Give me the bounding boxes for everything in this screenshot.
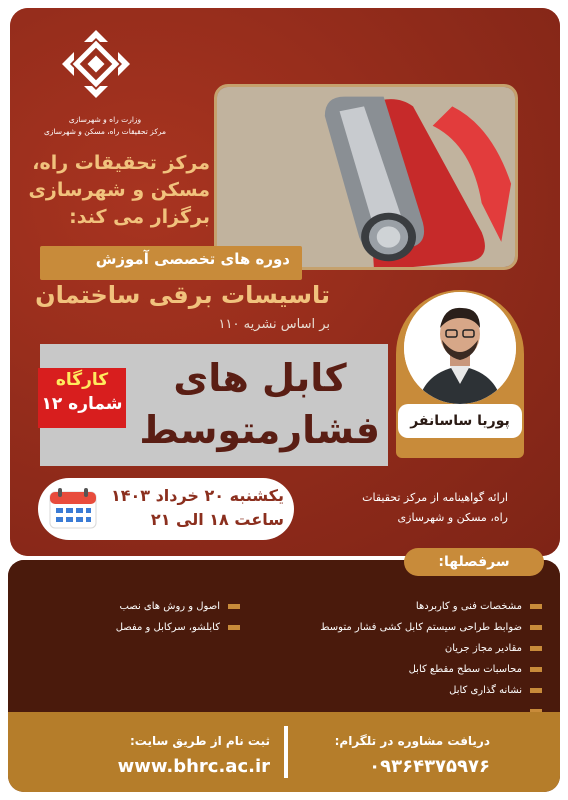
bullet-icon [530, 667, 542, 672]
topics-list-left [40, 596, 240, 638]
website-link[interactable]: www.bhrc.ac.ir [117, 756, 270, 777]
topic-item [40, 617, 240, 638]
main-title-line1: کابل های [173, 356, 347, 400]
cable-photo [214, 84, 518, 270]
topic-item [280, 680, 542, 701]
main-title [140, 352, 380, 456]
topic-item [280, 659, 542, 680]
topics-list-right [280, 596, 542, 722]
workshop-badge [38, 368, 126, 428]
main-title-line2: فشارمتوسط [139, 408, 380, 452]
organizer-line1: مرکز تحقیقات راه، [32, 152, 210, 174]
topics-heading: سرفصلها: [404, 548, 544, 576]
topic-item [280, 617, 542, 638]
workshop-number: شماره ۱۲ [41, 394, 123, 414]
topic-item [280, 638, 542, 659]
bhrc-logo-icon [60, 28, 132, 100]
bullet-icon [530, 646, 542, 651]
bullet-icon [530, 625, 542, 630]
topic-text: مقادیر مجاز جریان [444, 643, 522, 654]
ministry-line1: وزارت راه و شهرسازی [68, 115, 142, 124]
speaker-name: پوریا ساسانفر [398, 404, 522, 438]
phone-number[interactable]: ۰۹۳۶۴۳۷۵۹۷۶ [369, 756, 490, 777]
topic-text: کابلشو، سرکابل و مفصل [115, 622, 220, 633]
event-date: یکشنبه ۲۰ خرداد ۱۴۰۳ [110, 486, 284, 505]
topic-item [280, 596, 542, 617]
certificate-line1: ارائه گواهینامه از مرکز تحقیقات [362, 491, 508, 504]
certificate-line2: راه، مسکن و شهرسازی [397, 511, 508, 524]
bullet-icon [228, 604, 240, 609]
course-title: تاسیسات برقی ساختمان [35, 281, 330, 309]
workshop-word: کارگاه [55, 370, 109, 390]
event-time: ساعت ۱۸ الی ۲۱ [150, 510, 284, 529]
bullet-icon [228, 625, 240, 630]
topic-text: نشانه گذاری کابل [449, 685, 522, 696]
ministry-text [20, 114, 190, 138]
footer-divider [284, 726, 288, 778]
telegram-label: دریافت مشاوره در تلگرام: [334, 734, 490, 748]
bullet-icon [530, 604, 542, 609]
topic-text: مشخصات فنی و کاربردها [415, 601, 522, 612]
topic-item [40, 596, 240, 617]
bullet-icon [530, 688, 542, 693]
certificate-note [294, 488, 508, 528]
organizer-line2: مسکن و شهرسازی [28, 179, 210, 201]
course-label: دوره های تخصصی آموزش [95, 250, 290, 268]
calendar-icon [48, 486, 98, 530]
organizer-line3: برگزار می کند: [69, 206, 210, 228]
course-subtitle: بر اساس نشریه ۱۱۰ [218, 317, 330, 332]
topic-text: محاسبات سطح مقطع کابل [408, 664, 522, 675]
ministry-line2: مرکز تحقیقات راه، مسکن و شهرسازی [43, 127, 167, 136]
topic-text: ضوابط طراحی سیستم کابل کشی فشار متوسط [320, 622, 522, 633]
register-label: ثبت نام از طریق سایت: [129, 734, 270, 748]
topic-text: اصول و روش های نصب [119, 601, 220, 612]
organizer-text [20, 150, 210, 231]
speaker-photo [404, 292, 516, 404]
